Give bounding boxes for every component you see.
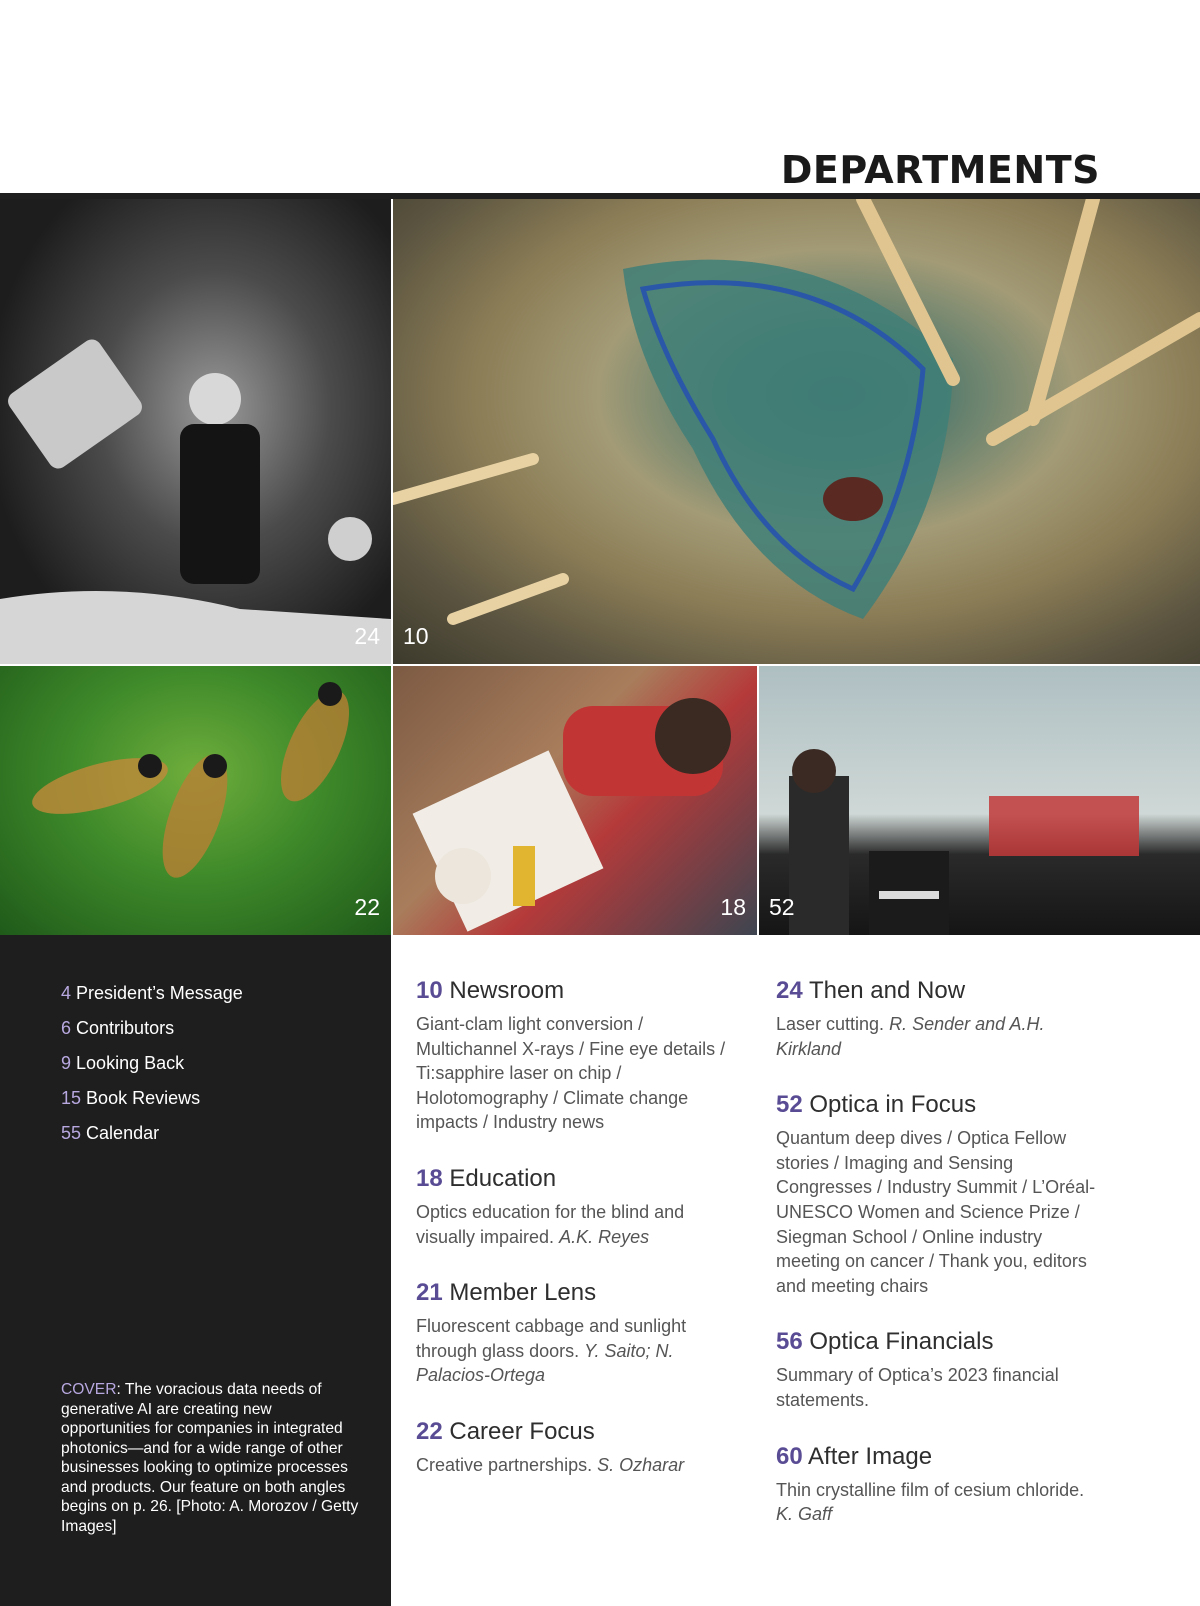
entry-page-number: 24 [776,977,803,1004]
entry-title: Education [449,1164,557,1192]
list-item[interactable] [61,1046,243,1081]
entry-description [776,1478,1096,1527]
cicadas-illustration [0,666,391,935]
department-entry[interactable] [416,975,726,1135]
entry-heading [416,1416,726,1448]
entry-description [416,1453,726,1478]
entry-author: S. Ozharar [597,1454,685,1475]
entry-desc-text: Summary of Optica’s 2023 financial statements. [776,1365,1059,1410]
entry-page-number: 56 [776,1328,803,1356]
laser-scene-illustration [0,199,391,664]
page-number: 22 [354,894,380,920]
department-entry[interactable] [416,1163,726,1249]
item-page-number: 15 [61,1088,82,1108]
entry-heading [416,1277,726,1309]
entry-page-number: 10 [416,977,443,1004]
item-page-number: 55 [61,1123,82,1143]
entry-heading [416,1163,726,1195]
entry-desc-text: Laser cutting. [776,1014,890,1034]
entry-heading [776,1326,1096,1358]
entry-title: Then and Now [808,977,966,1004]
department-entry[interactable] [416,1277,726,1388]
career-focus-photo [0,666,391,935]
entry-title: Optica in Focus [809,1091,977,1119]
entry-author: R. Sender and A.H. Kirkland [776,1014,1045,1059]
entry-page-number: 18 [416,1164,443,1192]
page-number: 18 [720,894,746,920]
page-number: 24 [354,623,380,649]
item-label: Contributors [76,1018,175,1038]
optica-in-focus-photo [759,666,1200,935]
list-item[interactable] [61,1116,243,1151]
entry-desc-text: Giant-clam light conversion / Multichannel X-rays / Fine eye details / Ti:sapphire laser on chip / Holotomography / Climate change impacts / Industry news [416,1014,726,1133]
entry-author: A.K. Reyes [559,1226,650,1247]
item-page-number: 4 [61,983,72,1003]
entry-title: Career Focus [449,1417,595,1445]
entry-title: Member Lens [449,1279,597,1307]
entry-title: After Image [808,1442,933,1470]
item-label: President’s Message [76,983,243,1003]
page-number: 10 [403,623,429,649]
cover-label: COVER [61,1381,117,1398]
cover-text: : The voracious data needs of generative AI are creating new opportunities for companies in integrated photonics—and for a wide range of other businesses looking to optimize processes and products. Our feature on both angles begins on p. 26. [Photo: A. Morozov / Getty Images] [61,1381,359,1535]
entry-title: Optica Financials [809,1328,994,1356]
department-entry[interactable] [776,1441,1096,1527]
classroom-illustration [393,666,757,935]
entry-desc-text: Creative partnerships. [416,1454,598,1475]
entry-description [416,1200,726,1249]
entry-description [776,1363,1096,1412]
item-label: Book Reviews [86,1088,201,1108]
entry-page-number: 21 [416,1279,443,1307]
giant-clam-illustration [393,199,1200,664]
entry-heading [776,975,1096,1007]
entry-page-number: 52 [776,1091,803,1119]
entry-heading [776,1089,1096,1121]
department-entry[interactable] [776,975,1096,1061]
newsroom-photo [393,199,1200,664]
entry-heading [776,1441,1096,1473]
departments-column-left [416,975,726,1506]
entry-heading [416,975,726,1007]
entry-title: Newsroom [449,977,565,1004]
entry-description [776,1126,1096,1298]
conference-stage-illustration [759,666,1200,935]
entry-description [776,1012,1096,1061]
department-entry[interactable] [416,1416,726,1478]
entry-desc-text: Thin crystalline film of cesium chloride. [776,1479,1085,1500]
entry-page-number: 22 [416,1417,443,1445]
entry-description [416,1314,726,1388]
entry-desc-text: Quantum deep dives / Optica Fellow stories / Imaging and Sensing Congresses / Industry Summit / L’Oréal-UNESCO Women and Science Prize / Siegman School / Online industry meeting on cancer / Thank you, editors and meeting chairs [776,1128,1096,1296]
department-entry[interactable] [776,1089,1096,1298]
entry-page-number: 60 [776,1442,803,1470]
list-item[interactable] [61,1081,243,1116]
item-label: Calendar [86,1123,160,1143]
then-and-now-photo [0,199,391,664]
entry-description [416,1012,726,1135]
entry-author: K. Gaff [776,1504,833,1525]
item-label: Looking Back [76,1053,185,1073]
cover-caption [61,1380,361,1536]
item-page-number: 6 [61,1018,72,1038]
entry-desc-text: Fluorescent cabbage and sunlight through glass doors. [416,1316,687,1361]
page-title: DEPARTMENTS [780,148,1100,192]
list-item[interactable] [61,1011,243,1046]
entry-desc-text: Optics education for the blind and visually impaired. [416,1201,685,1247]
sidebar-list [61,976,243,1151]
item-page-number: 9 [61,1053,72,1073]
department-entry[interactable] [776,1326,1096,1412]
departments-column-right [776,975,1096,1555]
list-item[interactable] [61,976,243,1011]
page-number: 52 [769,894,795,920]
education-photo [393,666,757,935]
entry-author: Y. Saito; N. Palacios-Ortega [416,1340,674,1386]
